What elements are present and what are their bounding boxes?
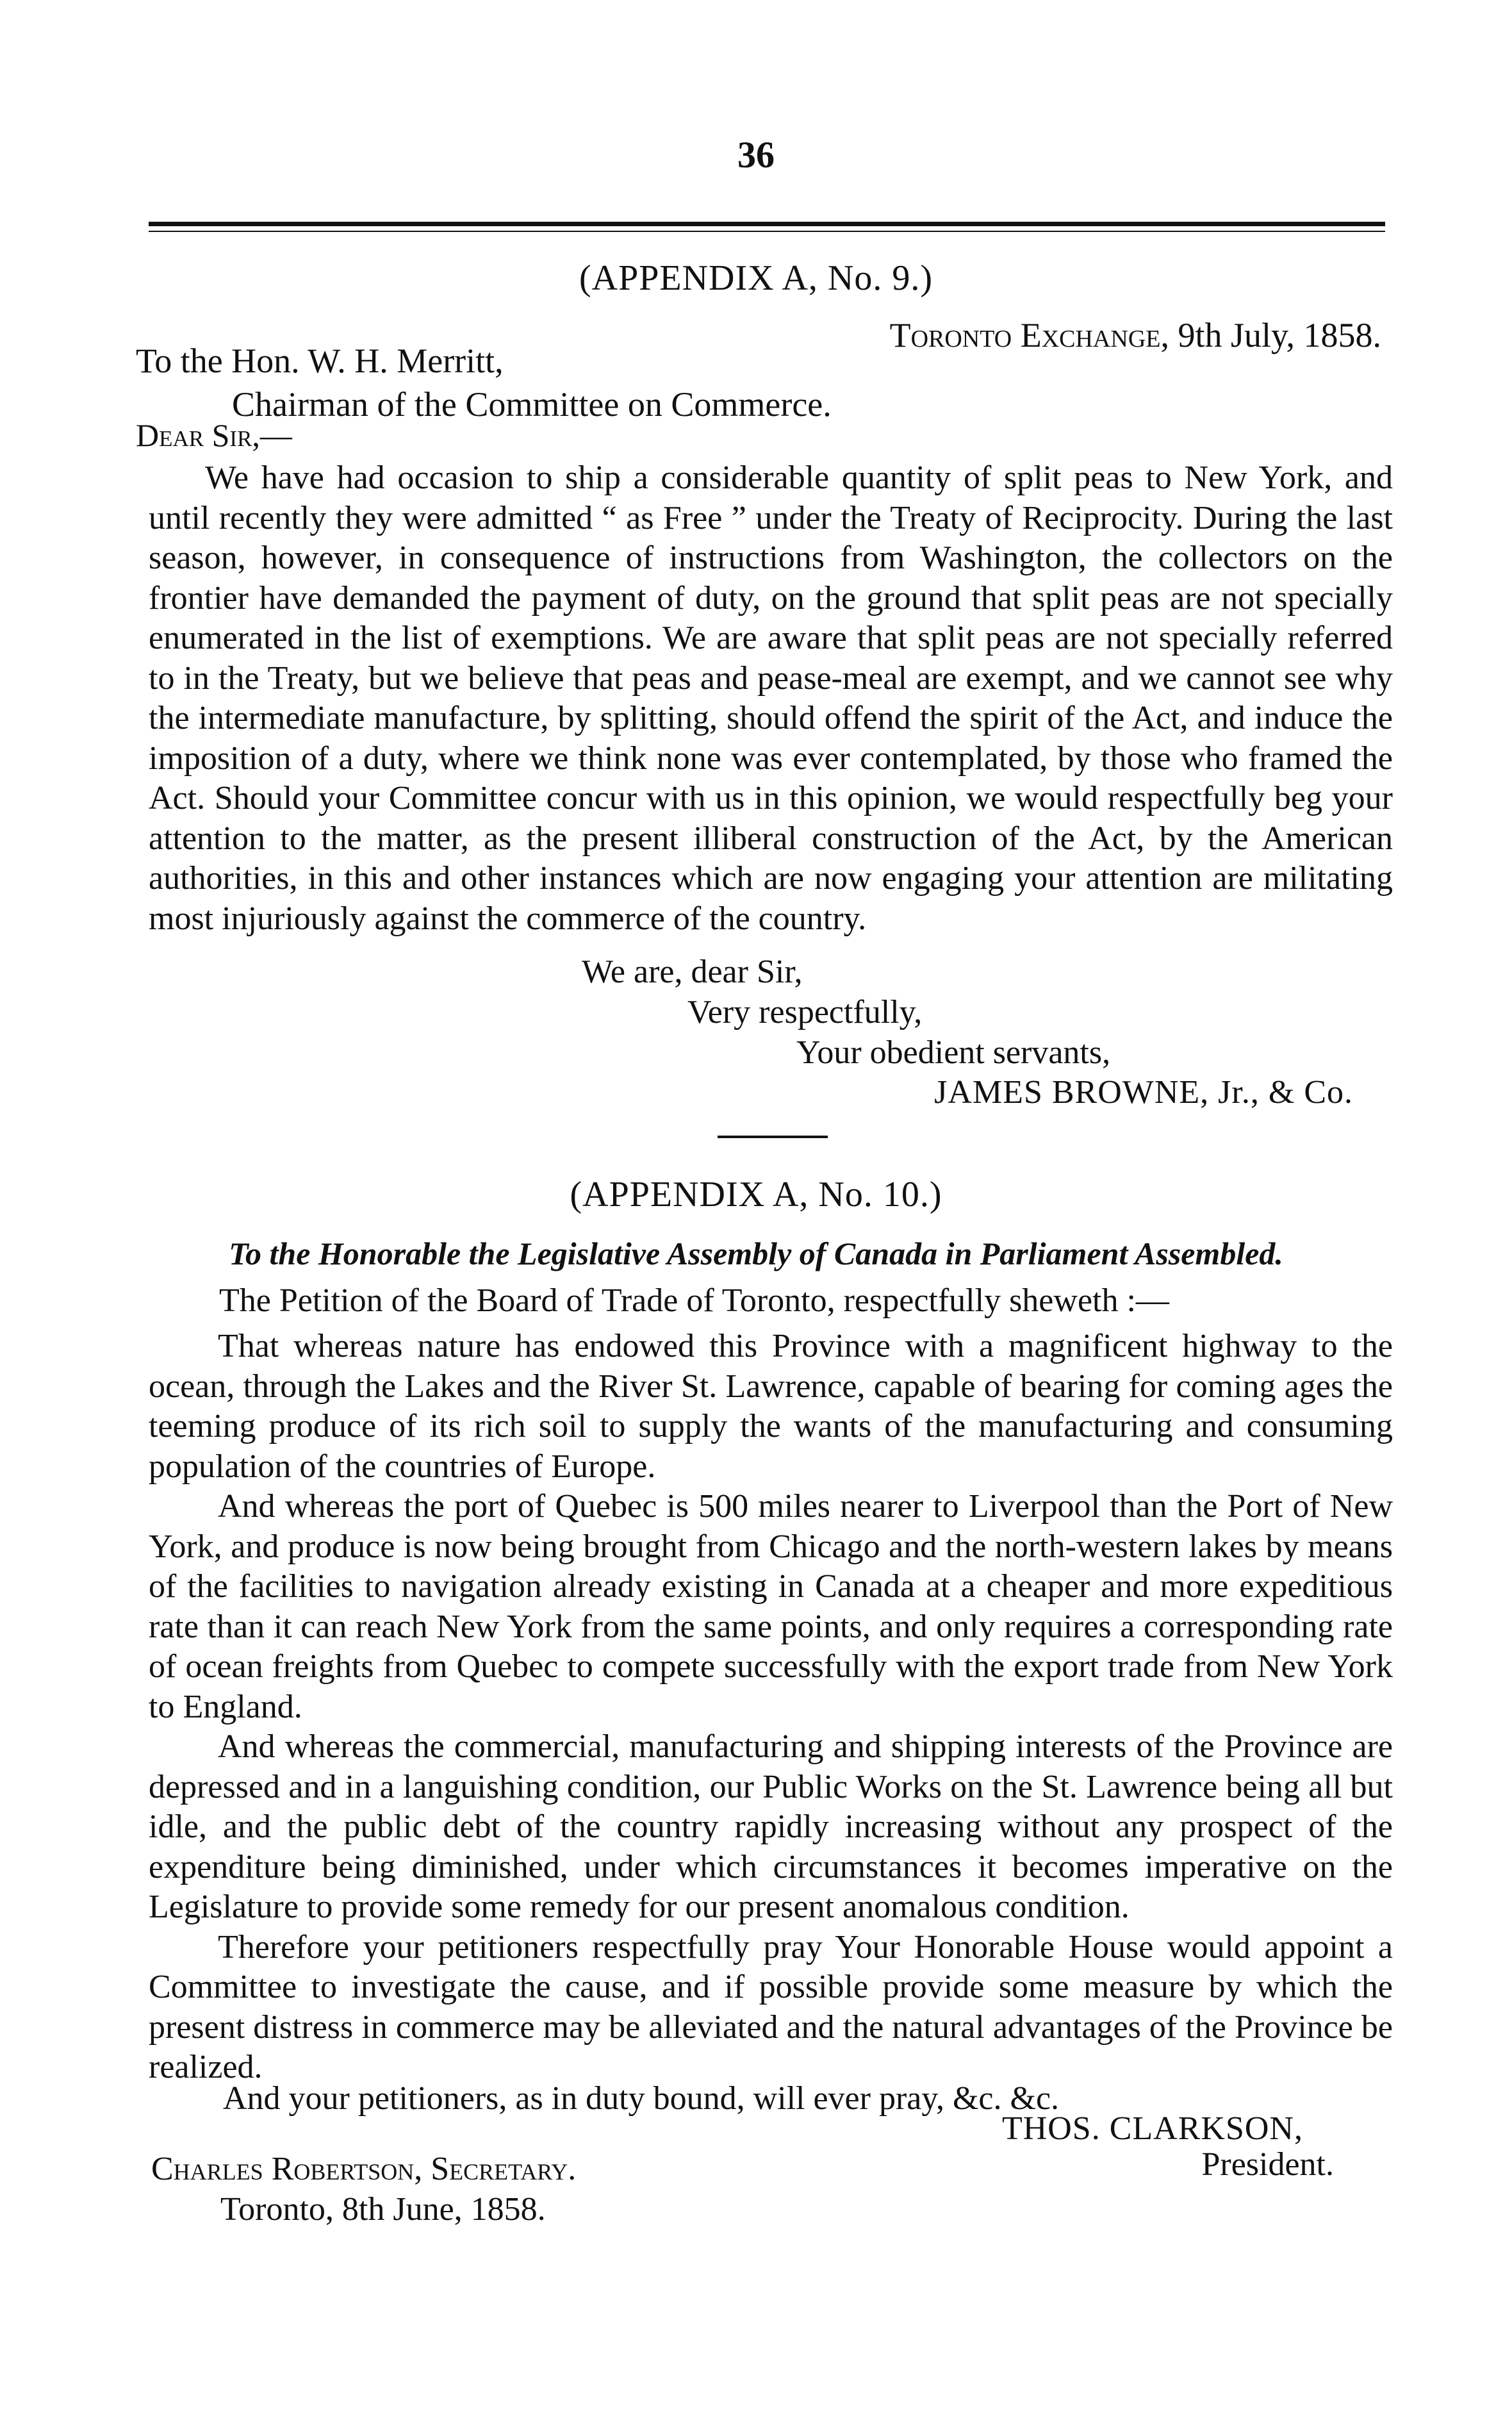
petition-body [149,1327,1393,2088]
dateline-place: Toronto Exchange, [889,316,1169,354]
addressee-line-2: Chairman of the Committee on Commerce. [232,385,832,424]
salutation: Dear Sir,— [136,417,292,453]
page-number: 36 [737,134,775,176]
petition-paragraph: Therefore your petitioners respectfully pray Your Honorable House would appoint a Committee to investigate the cause, and if possible provide some measure by which the present distress in commerce may be alleviated and the natural advantages of the Province be realized. [149,1928,1393,2085]
letter-closing-3: Your obedient servants, [796,1034,1111,1071]
letter-body [149,458,1393,939]
letter-paragraph: We have had occasion to ship a considerable quantity of split peas to New York, and until recently they were admitted “ as Free ” under the Treaty of Reciprocity. During the last season, however, in consequence of instructions from Washington, the collectors on the frontier have demanded the payment of duty, on the ground that split peas are not specially enumerated in the list of exemptions. We are aware that split peas are not specially referred to in the Treaty, but we believe that peas and pease-meal are exempt, and we cannot see why the intermediate manufacture, by splitting, should offend the spirit of the Act, and induce the imposition of a duty, where we think none was ever contemplated, by those who framed the Act. Should your Committee concur with us in this opinion, we would respectfully beg your attention to the matter, as the present illiberal construction of the Act, by the American authorities, in this and other instances which are now engaging your attention are militating most injuriously against the commerce of the country. [149,459,1393,937]
petition-signature: THOS. CLARKSON, [1001,2110,1303,2147]
dateline [890,315,1381,355]
letter-closing-1: We are, dear Sir, [582,954,803,990]
appendix-10-heading: (APPENDIX A, No. 10.) [570,1175,942,1214]
secretary-line: Charles Robertson, Secretary. [151,2151,577,2187]
petition-intro: The Petition of the Board of Trade of Toronto, respectfully sheweth :— [219,1282,1169,1319]
header-rule-thin [149,231,1385,232]
letter-signature: JAMES BROWNE, Jr., & Co. [934,1074,1353,1111]
petition-paragraph: And whereas the commercial, manufacturing and shipping interests of the Province are depressed and in a languishing condition, our Public Works on the St. Lawrence being all but idle, and the public debt of the country rapidly increasing without any prospect of the expenditure being diminished, under which circumstances it becomes imperative on the Legislature to provide some remedy for our present anomalous condition. [149,1728,1393,1925]
petition-paragraph: And whereas the port of Quebec is 500 miles nearer to Liverpool than the Port of New York, and produce is now being brought from Chicago and the north-western lakes by means of the facilities to navigation already existing in Canada at a cheaper and more expeditious rate than it can reach New York from the same points, and only requires a corresponding rate of ocean freights from Quebec to compete successfully with the export trade from New York to England. [149,1488,1393,1725]
petition-address: To the Honorable the Legislative Assembly of Canada in Parliament Assembled. [229,1236,1283,1271]
petition-signer-title: President. [1201,2146,1334,2183]
letter-closing-2: Very respectfully, [687,994,923,1030]
section-divider [718,1136,828,1138]
petition-paragraph: That whereas nature has endowed this Province with a magnificent highway to the ocean, through the Lakes and the River St. Lawrence, capable of bearing for coming ages the teeming produce of its rich soil to supply the wants of the manufacturing and consuming population of the countries of Europe. [149,1328,1393,1485]
dateline-date: 9th July, 1858. [1178,316,1381,354]
addressee-line-1: To the Hon. W. H. Merritt, [136,342,504,380]
appendix-9-heading: (APPENDIX A, No. 9.) [579,258,933,298]
petition-closing: And your petitioners, as in duty bound, will ever pray, &c. &c. [223,2080,1060,2117]
header-rule-thick [149,222,1385,226]
place-date-line: Toronto, 8th June, 1858. [220,2191,546,2228]
